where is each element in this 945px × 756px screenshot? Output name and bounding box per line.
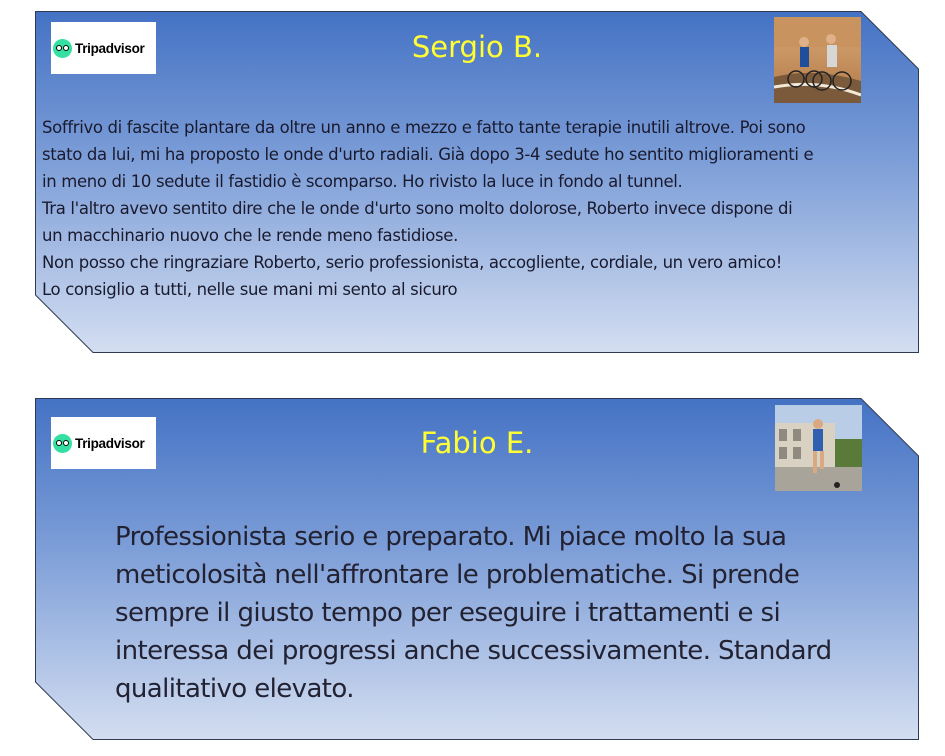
review-line: Non posso che ringraziare Roberto, serio professionista, accogliente, cordiale, un vero amico! <box>42 253 783 272</box>
review-line: Soffrivo di fascite plantare da oltre un anno e mezzo e fatto tante terapie inutili altrove. Poi sono <box>42 118 806 137</box>
review-line: Tra l'altro avevo sentito dire che le onde d'urto sono molto dolorose, Roberto invece dispone di <box>42 199 793 218</box>
review-line: Lo consiglio a tutti, nelle sue mani mi sento al sicuro <box>42 280 458 299</box>
reviewer-name: Sergio B. <box>411 30 543 64</box>
review-line: stato da lui, mi ha proposto le onde d'urto radiali. Già dopo 3-4 sedute ho sentito miglioramenti e <box>42 145 814 164</box>
logo-text: Tripadvisor <box>75 435 145 451</box>
runner-photo <box>775 405 862 491</box>
reviewer-name: Fabio E. <box>420 426 534 460</box>
review-card-fabio <box>35 398 919 740</box>
review-line: un macchinario nuovo che le rende meno fastidiose. <box>42 226 458 245</box>
review-line: sempre il giusto tempo per eseguire i trattamenti e si <box>115 598 781 628</box>
review-text <box>115 518 832 708</box>
logo-text: Tripadvisor <box>75 40 145 56</box>
review-line: interessa dei progressi anche successivamente. Standard <box>115 636 832 666</box>
review-line: in meno di 10 sedute il fastidio è scomparso. Ho rivisto la luce in fondo al tunnel. <box>42 172 683 191</box>
cyclists-photo <box>774 17 861 103</box>
review-line: Professionista serio e preparato. Mi piace molto la sua <box>115 522 787 552</box>
review-card-sergio <box>35 11 919 353</box>
review-text <box>42 114 813 303</box>
review-line: meticolosità nell'affrontare le problematiche. Si prende <box>115 560 800 590</box>
review-line: qualitativo elevato. <box>115 674 354 704</box>
